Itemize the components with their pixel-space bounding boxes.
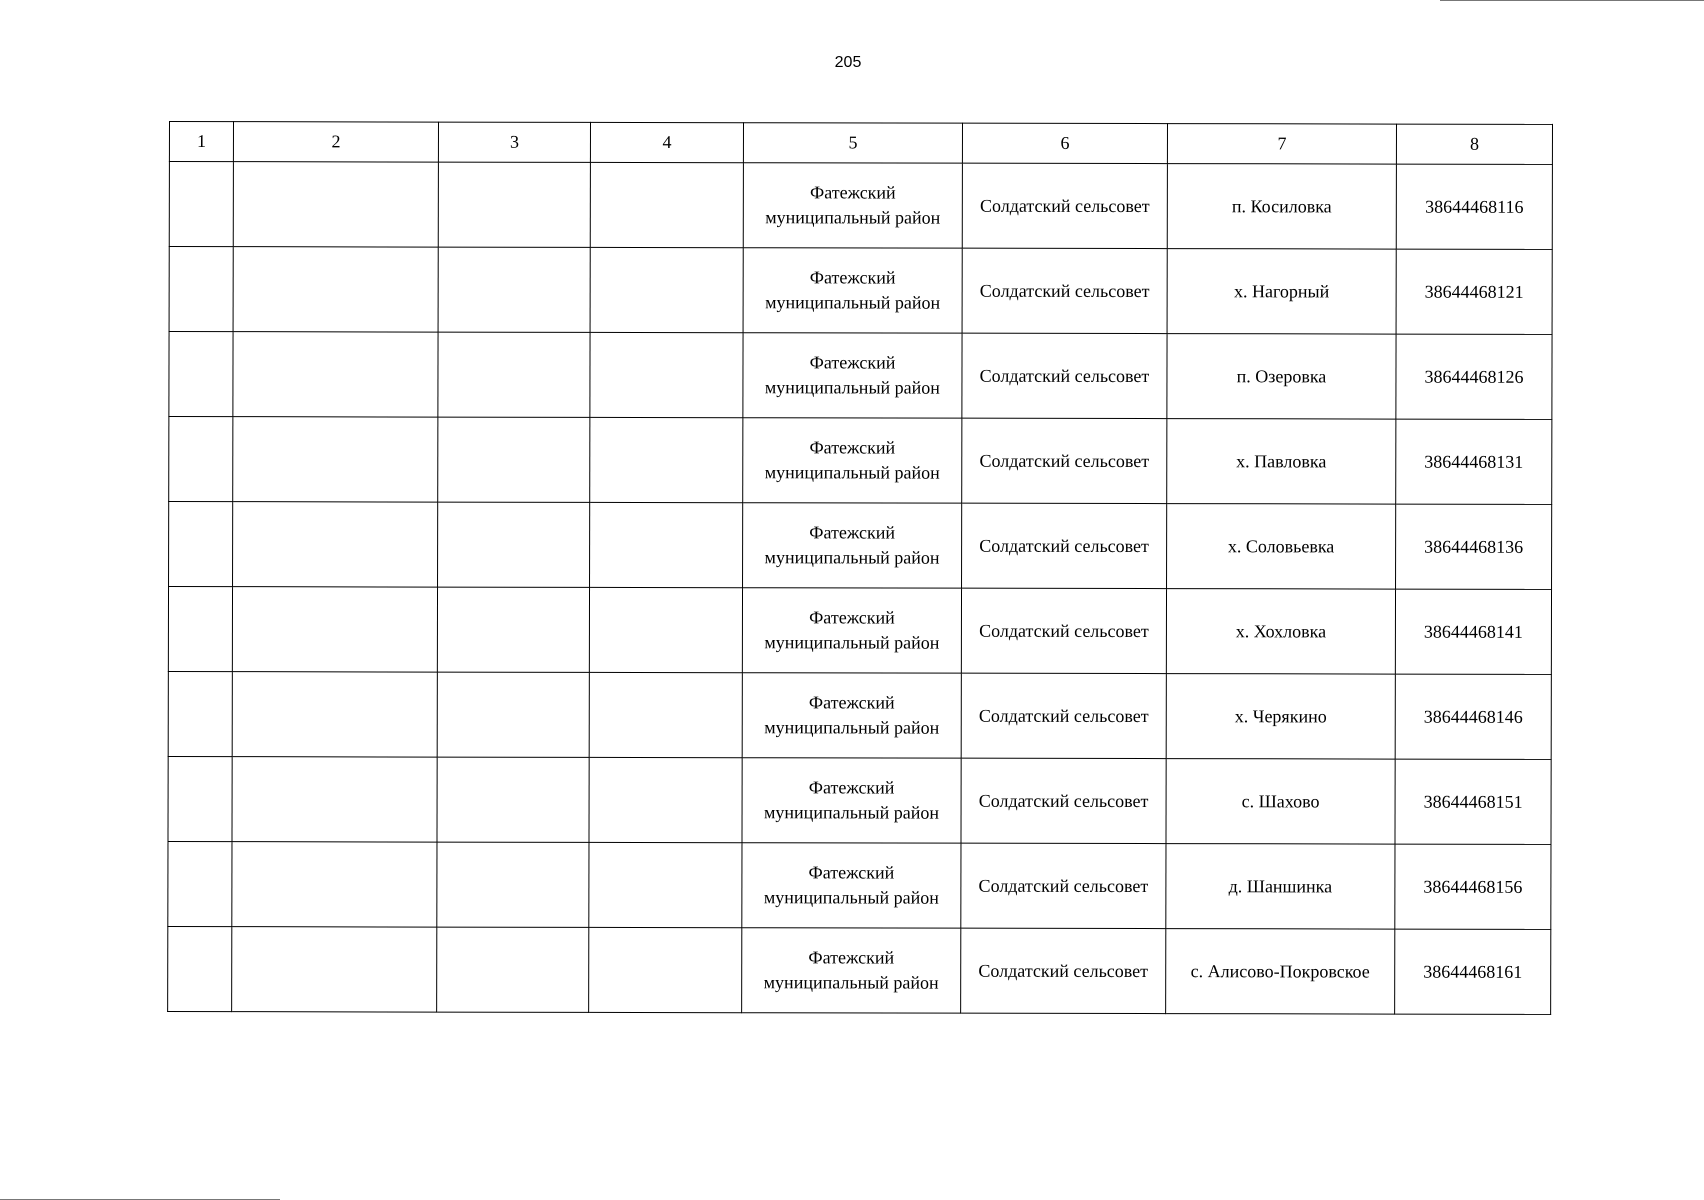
cell-col2 bbox=[232, 672, 437, 757]
cell-col1 bbox=[168, 671, 232, 756]
cell-col4 bbox=[589, 672, 742, 757]
cell-district bbox=[743, 333, 962, 418]
cell-district bbox=[742, 673, 961, 758]
cell-col3 bbox=[437, 927, 589, 1012]
cell-col3 bbox=[437, 842, 589, 927]
cell-col4 bbox=[589, 927, 742, 1012]
cell-settlement: п. Косиловка bbox=[1167, 164, 1396, 249]
cell-code: 38644468161 bbox=[1395, 929, 1551, 1014]
cell-council: Солдатский сельсовет bbox=[962, 333, 1167, 418]
cell-col2 bbox=[232, 927, 437, 1012]
cell-col4 bbox=[589, 842, 742, 927]
cell-col3 bbox=[438, 162, 590, 247]
cell-col1 bbox=[169, 417, 233, 502]
cell-district bbox=[743, 163, 962, 248]
column-number: 8 bbox=[1396, 124, 1552, 164]
cell-col1 bbox=[168, 926, 232, 1011]
cell-col3 bbox=[438, 247, 590, 332]
table-row bbox=[169, 162, 1552, 250]
cell-settlement: с. Алисово-Покровское bbox=[1166, 929, 1395, 1014]
cell-col1 bbox=[168, 587, 232, 672]
cell-col3 bbox=[437, 757, 589, 842]
cell-council: Солдатский сельсовет bbox=[961, 758, 1166, 843]
scan-edge-top bbox=[1440, 0, 1704, 1]
table-row bbox=[169, 417, 1552, 505]
settlement-register-table bbox=[167, 121, 1553, 1015]
cell-settlement: х. Нагорный bbox=[1167, 249, 1396, 334]
column-number: 3 bbox=[438, 122, 590, 162]
cell-col2 bbox=[233, 247, 438, 332]
cell-council: Солдатский сельсовет bbox=[961, 843, 1166, 928]
district-type: муниципальный район bbox=[765, 207, 941, 228]
column-number-row bbox=[169, 122, 1552, 165]
cell-col2 bbox=[233, 332, 438, 417]
cell-col1 bbox=[168, 841, 232, 926]
cell-col4 bbox=[589, 587, 742, 672]
district-name: Фатежский bbox=[808, 947, 895, 968]
cell-district bbox=[742, 758, 961, 843]
district-type: муниципальный район bbox=[764, 717, 940, 738]
district-name: Фатежский bbox=[808, 777, 895, 798]
cell-council: Солдатский сельсовет bbox=[961, 928, 1166, 1013]
cell-district bbox=[743, 248, 962, 333]
column-number: 1 bbox=[169, 122, 233, 162]
cell-district bbox=[742, 928, 961, 1013]
cell-code: 38644468126 bbox=[1396, 334, 1552, 419]
cell-code: 38644468121 bbox=[1396, 249, 1552, 334]
cell-settlement: х. Хохловка bbox=[1166, 589, 1395, 674]
cell-settlement: д. Шаншинка bbox=[1166, 844, 1395, 929]
cell-settlement: с. Шахово bbox=[1166, 759, 1395, 844]
cell-col2 bbox=[232, 757, 437, 842]
district-type: муниципальный район bbox=[764, 377, 940, 398]
cell-code: 38644468136 bbox=[1396, 504, 1552, 589]
column-number: 7 bbox=[1167, 124, 1396, 164]
cell-district bbox=[742, 588, 961, 673]
cell-code: 38644468116 bbox=[1396, 164, 1552, 249]
table-row bbox=[169, 247, 1552, 335]
cell-settlement: х. Павловка bbox=[1167, 419, 1396, 504]
page-number: 205 bbox=[834, 54, 862, 71]
district-type: муниципальный район bbox=[764, 462, 940, 483]
cell-col2 bbox=[233, 417, 438, 502]
cell-council: Солдатский сельсовет bbox=[962, 248, 1167, 333]
district-name: Фатежский bbox=[809, 607, 895, 628]
table-row bbox=[168, 587, 1551, 675]
district-type: муниципальный район bbox=[765, 292, 941, 313]
district-name: Фатежский bbox=[808, 692, 895, 713]
district-name: Фатежский bbox=[809, 182, 896, 203]
cell-col1 bbox=[169, 162, 233, 247]
cell-col4 bbox=[590, 417, 743, 502]
cell-col3 bbox=[437, 587, 589, 672]
column-number: 4 bbox=[590, 122, 743, 162]
cell-col4 bbox=[590, 332, 743, 417]
district-type: муниципальный район bbox=[764, 547, 940, 568]
cell-code: 38644468131 bbox=[1396, 419, 1552, 504]
cell-col4 bbox=[590, 162, 743, 247]
district-name: Фатежский bbox=[808, 862, 895, 883]
cell-council: Солдатский сельсовет bbox=[962, 418, 1167, 503]
cell-settlement: п. Озеровка bbox=[1167, 334, 1396, 419]
district-name: Фатежский bbox=[809, 522, 896, 543]
cell-col2 bbox=[232, 842, 437, 927]
cell-col3 bbox=[437, 672, 589, 757]
cell-district bbox=[743, 418, 962, 503]
cell-col2 bbox=[233, 502, 438, 587]
district-name: Фатежский bbox=[809, 437, 896, 458]
table-row bbox=[169, 332, 1552, 420]
cell-council: Солдатский сельсовет bbox=[961, 673, 1166, 758]
cell-col1 bbox=[168, 756, 232, 841]
cell-col2 bbox=[233, 162, 438, 247]
cell-col4 bbox=[590, 247, 743, 332]
table-row bbox=[168, 756, 1551, 844]
column-number: 2 bbox=[233, 122, 438, 162]
cell-council: Солдатский сельсовет bbox=[962, 503, 1167, 588]
cell-col4 bbox=[590, 502, 743, 587]
table-row bbox=[168, 926, 1551, 1014]
district-name: Фатежский bbox=[809, 267, 896, 288]
cell-col3 bbox=[438, 332, 590, 417]
cell-col3 bbox=[438, 502, 590, 587]
cell-code: 38644468151 bbox=[1395, 759, 1551, 844]
cell-col1 bbox=[169, 502, 233, 587]
district-type: муниципальный район bbox=[763, 887, 939, 908]
cell-col3 bbox=[438, 417, 590, 502]
column-number: 6 bbox=[962, 123, 1167, 163]
table-row bbox=[169, 502, 1552, 590]
district-type: муниципальный район bbox=[763, 972, 939, 993]
district-name: Фатежский bbox=[809, 352, 896, 373]
table-row bbox=[168, 671, 1551, 759]
table-row bbox=[168, 841, 1551, 929]
cell-code: 38644468156 bbox=[1395, 844, 1551, 929]
district-type: муниципальный район bbox=[764, 632, 940, 653]
cell-col1 bbox=[169, 247, 233, 332]
cell-council: Солдатский сельсовет bbox=[961, 588, 1166, 673]
cell-settlement: х. Соловьевка bbox=[1167, 504, 1396, 589]
cell-col2 bbox=[232, 587, 437, 672]
district-type: муниципальный район bbox=[764, 802, 940, 823]
cell-code: 38644468146 bbox=[1395, 674, 1551, 759]
cell-council: Солдатский сельсовет bbox=[962, 163, 1167, 248]
cell-col1 bbox=[169, 332, 233, 417]
cell-district bbox=[742, 843, 961, 928]
column-number: 5 bbox=[743, 123, 962, 163]
cell-settlement: х. Черякино bbox=[1166, 674, 1395, 759]
cell-col4 bbox=[589, 757, 742, 842]
cell-code: 38644468141 bbox=[1395, 589, 1551, 674]
cell-district bbox=[743, 503, 962, 588]
